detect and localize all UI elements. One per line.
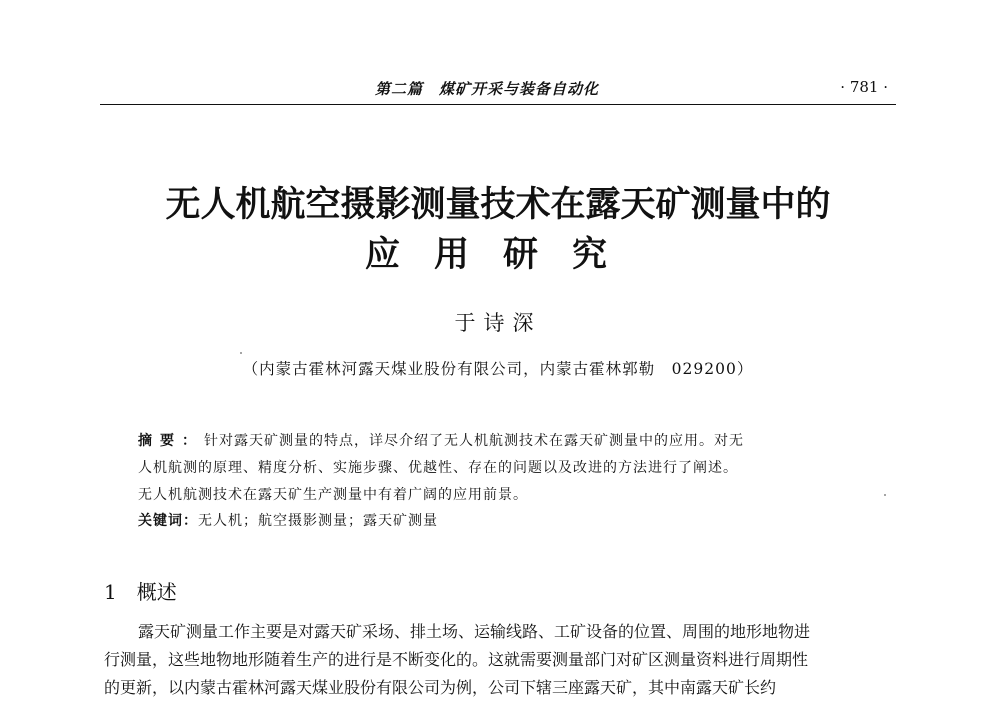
keywords xyxy=(138,510,438,530)
section-number: 1 xyxy=(104,580,117,604)
section-heading-1 xyxy=(104,576,177,605)
paper-title-line-2: 应用研究 xyxy=(364,234,641,275)
keywords-text: 无人机；航空摄影测量；露天矿测量 xyxy=(198,513,438,529)
running-header xyxy=(100,78,896,102)
section-title: 概述 xyxy=(136,580,177,604)
running-header-section: 第二篇 煤矿开采与装备自动化 xyxy=(375,80,600,98)
scan-speck xyxy=(884,494,886,496)
author-affiliation: （内蒙古霍林河露天煤业股份有限公司，内蒙古霍林郭勒 029200） xyxy=(242,360,754,378)
abstract-line-1-text: 针对露天矿测量的特点，详尽介绍了无人机航测技术在露天矿测量中的应用。对无 xyxy=(204,433,744,449)
abstract-label: 摘要： xyxy=(138,433,204,449)
abstract-line-2: 人机航测的原理、精度分析、实施步骤、优越性、存在的问题以及改进的方法进行了阐述。 xyxy=(138,460,738,476)
abstract xyxy=(138,428,878,509)
author-name: 于诗深 xyxy=(454,311,542,335)
paper-title xyxy=(100,180,896,280)
scan-speck xyxy=(240,352,242,354)
body-line-1: 露天矿测量工作主要是对露天矿采场、排土场、运输线路、工矿设备的位置、周围的地形地物进 xyxy=(138,622,811,641)
page-number: · 781 · xyxy=(840,78,888,96)
body-text xyxy=(104,618,898,702)
body-line-3: 的更新，以内蒙古霍林河露天煤业股份有限公司为例，公司下辖三座露天矿，其中南露天矿长约 xyxy=(104,678,777,697)
body-line-2: 行测量，这些地物地形随着生产的进行是不断变化的。这就需要测量部门对矿区测量资料进行周期性 xyxy=(104,650,809,669)
header-rule xyxy=(100,104,896,105)
abstract-line-3: 无人机航测技术在露天矿生产测量中有着广阔的应用前景。 xyxy=(138,487,528,503)
keywords-label: 关键词： xyxy=(138,513,198,529)
abstract-line-1 xyxy=(138,428,878,455)
paper-title-line-1: 无人机航空摄影测量技术在露天矿测量中的 xyxy=(165,184,831,225)
